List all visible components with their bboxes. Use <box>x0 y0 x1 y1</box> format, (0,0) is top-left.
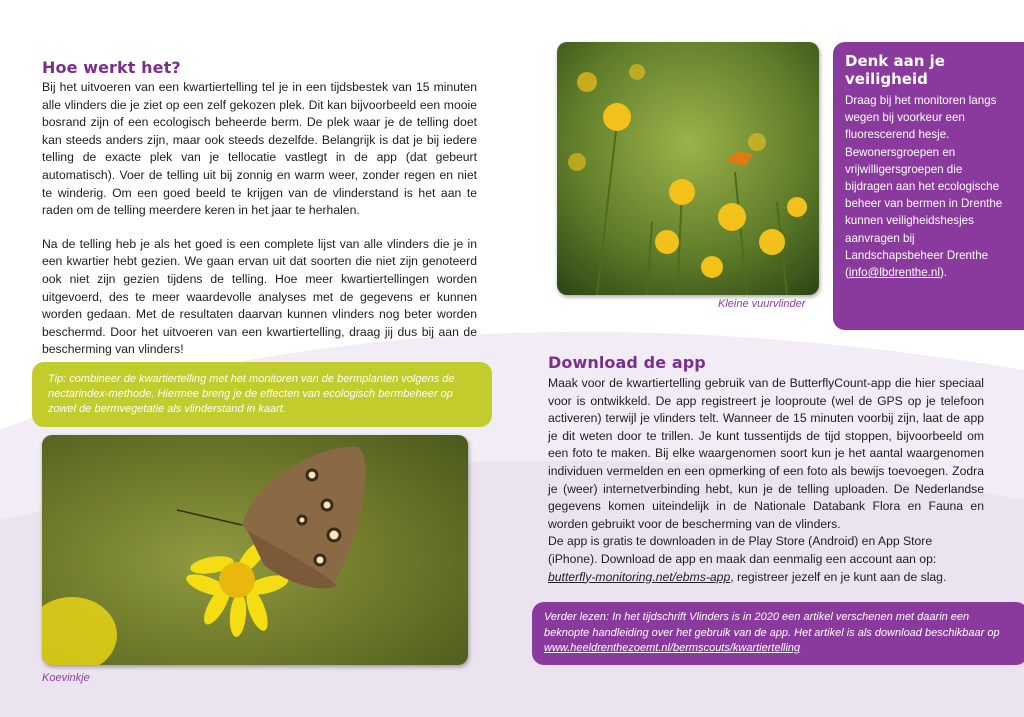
tip-box <box>32 362 492 427</box>
readmore-body: Verder lezen: In het tijdschrift Vlinders is in 2020 een artikel verschenen met daarin een beknopte handleiding over het gebruik van de app. Het artikel is als download beschikbaar op <box>544 611 1000 639</box>
photo-small-copper <box>557 42 819 295</box>
safety-body-end: ). <box>939 266 948 280</box>
safety-title-line-1: Denk aan je <box>845 52 945 70</box>
readmore-text <box>544 610 1016 657</box>
readmore-link[interactable]: www.heeldrenthezoemt.nl/bermscouts/kwartiertelling <box>544 642 801 654</box>
safety-title-line-2: veiligheid <box>845 70 928 88</box>
download-title: Download de app <box>548 353 706 372</box>
how-title: Hoe werkt het? <box>42 58 181 77</box>
safety-title <box>845 52 1010 88</box>
readmore-box <box>532 602 1024 665</box>
how-paragraph-2: Na de telling heb je als het goed is een complete lijst van alle vlinders die je in een kwartier hebt gezien. We gaan ervan uit dat soorten die niet zijn genoteerd ook niet zijn gezien tijdens de telling. Hoe meer kwartiertellingen worden uitgevoerd, des te meer waardevolle analyses met de gegevens er kunnen worden gedaan. Met de resultaten daarvan kunnen vlinders nog beter worden beschermd. Door het uitvoeren van een kwartiertelling, draag jij dus bij aan de bescherming van vlinders! <box>42 236 477 357</box>
small-copper-image <box>557 42 819 295</box>
ringlet-image <box>42 435 468 665</box>
tip-text: Tip: combineer de kwartiertelling met het monitoren van de bermplanten volgens de nectarindex-methode. Hiermee breng je de effecten van ecologisch bermbeheer op zowel de bermvegetatie als vlinderstand in kaart. <box>48 373 455 415</box>
how-section <box>42 58 477 359</box>
ebms-app-link[interactable]: butterfly-monitoring.net/ebms-app <box>548 569 731 584</box>
download-text: De app is gratis te downloaden in de Play Store (Android) en App Store (iPhone). Download de app en maak dan eenmalig een account aan op: <box>548 534 937 566</box>
safety-text <box>845 92 1010 281</box>
photo-ringlet <box>42 435 468 665</box>
caption-small-copper: Kleine vuurvlinder <box>718 298 806 310</box>
download-paragraph-2 <box>548 533 984 586</box>
download-section <box>548 353 984 586</box>
safety-body: Draag bij het monitoren langs wegen bij voorkeur een fluorescerend hesje. Bewonersgroepen en vrijwilligersgroepen die bijdragen aan het ecologische beheer van bermen in Drenthe kunnen veiligheidshesjes aanvragen bij Landschapsbeheer Drenthe ( <box>845 94 1003 280</box>
safety-box <box>833 42 1024 330</box>
caption-ringlet: Koevinkje <box>42 672 90 684</box>
download-paragraph-1: Maak voor de kwartiertelling gebruik van de ButterflyCount-app die hier speciaal voor is ontwikkeld. De app registreert je looproute (wel de GPS op je telefoon activeren) terwijl je vlinders telt. Wanneer de 15 minuten voorbij zijn, laat de app je dit weten door te trillen. Je kunt tussentijds de tijd stoppen, bijvoorbeeld om een foto te maken. Bij elke waargenomen soort kun je het aantal waargenomen individuen vermelden en een opmerking of een foto als bewijs toevoegen. Zodra je (weer) internetverbinding hebt, kun je de telling uploaden. De Nederlandse gegevens komen uiteindelijk in de Nationale Databank Flora en Fauna en worden gebruikt voor de bescherming van de vlinders. <box>548 376 984 531</box>
how-paragraph-1: Bij het uitvoeren van een kwartiertelling tel je in een tijdsbestek van 15 minuten alle vlinders die je ziet op een zelf gekozen plek. Dit kan bijvoorbeeld een mooie bosrand zijn of een ecologisch beheerde berm. De plek waar je de telling doet kan steeds anders zijn, maar ook steeds dezelfde. Belangrijk is dat je bij iedere telling de exacte plek van je tellocatie vastlegt in de app (dat gebeurt automatisch). Voer de telling uit bij zonnig en warm weer, zonder regen en niet te winderig. Om een goed beeld te krijgen van de vlinderstand is het aan te raden om de telling meerdere keren in het jaar te herhalen. <box>42 80 477 218</box>
safety-email-link[interactable]: info@lbdrenthe.nl <box>848 266 940 280</box>
download-text-end: , registreer jezelf en je kunt aan de slag. <box>730 569 947 584</box>
